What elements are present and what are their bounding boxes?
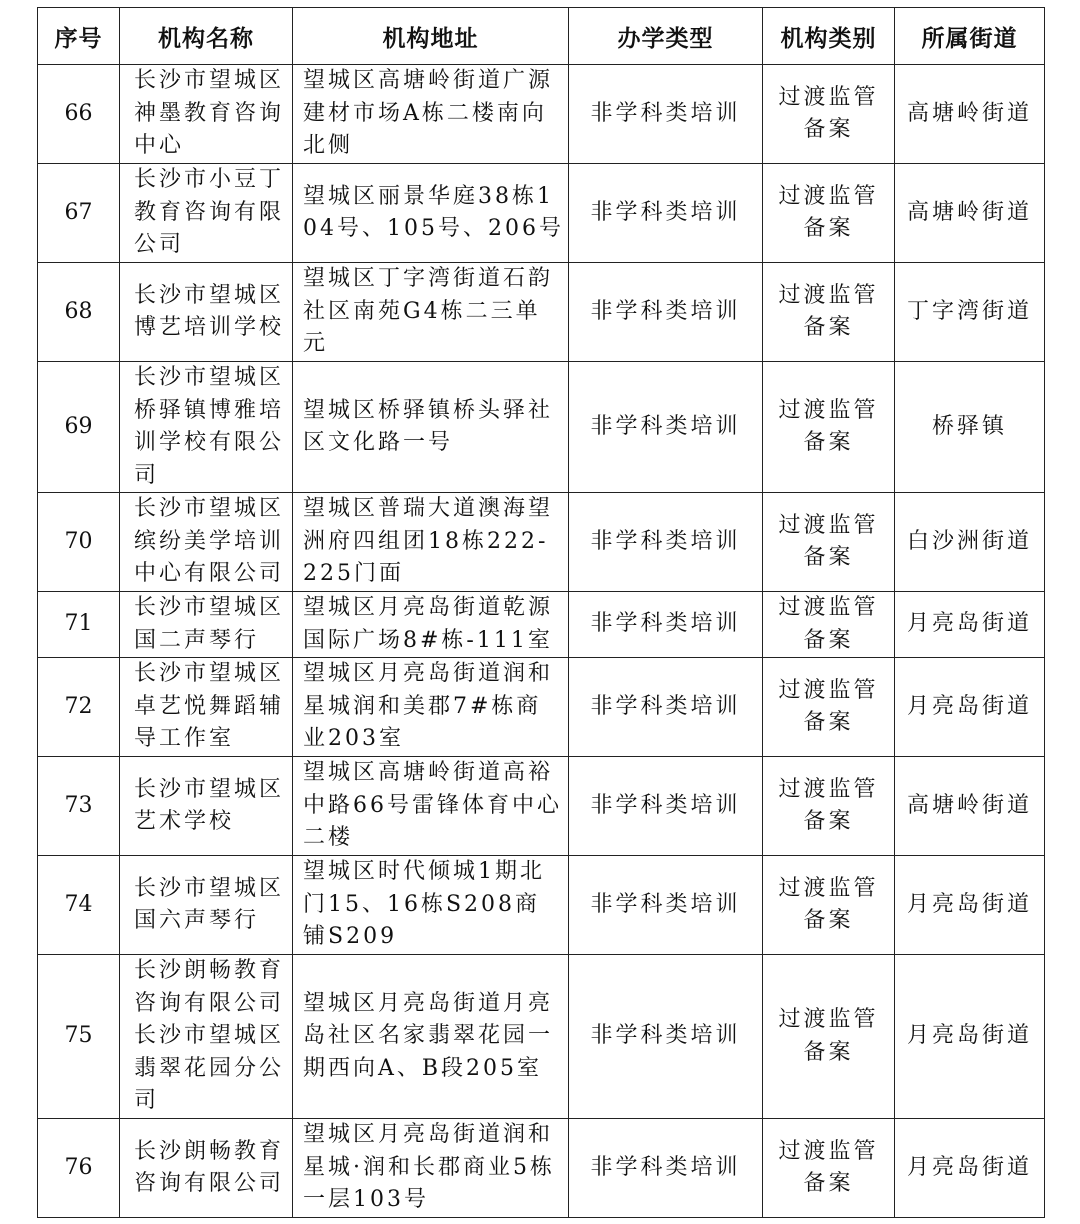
table-row [38,263,1045,362]
cell-category: 过渡监管备案 [763,263,895,362]
cell-street: 丁字湾街道 [895,263,1045,362]
cell-category: 过渡监管备案 [763,757,895,856]
cell-name: 长沙市望城区神墨教育咨询中心 [120,65,293,164]
cell-street: 高塘岭街道 [895,164,1045,263]
table-row [38,493,1045,592]
cell-type: 非学科类培训 [569,1119,763,1218]
cell-no: 76 [38,1119,120,1218]
cell-name: 长沙市望城区桥驿镇博雅培训学校有限公司 [120,362,293,493]
cell-address: 望城区普瑞大道澳海望洲府四组团18栋222-225门面 [293,493,569,592]
cell-no: 72 [38,658,120,757]
table-row [38,1119,1045,1218]
cell-street: 高塘岭街道 [895,65,1045,164]
cell-address: 望城区丁字湾街道石韵社区南苑G4栋二三单元 [293,263,569,362]
header-type: 办学类型 [569,8,763,65]
cell-type: 非学科类培训 [569,263,763,362]
cell-category: 过渡监管备案 [763,856,895,955]
cell-type: 非学科类培训 [569,658,763,757]
cell-address: 望城区时代倾城1期北门15、16栋S208商铺S209 [293,856,569,955]
cell-name: 长沙市望城区卓艺悦舞蹈辅导工作室 [120,658,293,757]
cell-type: 非学科类培训 [569,856,763,955]
cell-name: 长沙市望城区缤纷美学培训中心有限公司 [120,493,293,592]
cell-street: 高塘岭街道 [895,757,1045,856]
cell-name: 长沙市望城区国六声琴行 [120,856,293,955]
cell-category: 过渡监管备案 [763,65,895,164]
cell-address: 望城区桥驿镇桥头驿社区文化路一号 [293,362,569,493]
cell-category: 过渡监管备案 [763,658,895,757]
cell-type: 非学科类培训 [569,65,763,164]
cell-address: 望城区丽景华庭38栋104号、105号、206号 [293,164,569,263]
table-row [38,955,1045,1119]
cell-no: 74 [38,856,120,955]
institution-table [37,7,1045,1218]
cell-category: 过渡监管备案 [763,164,895,263]
cell-category: 过渡监管备案 [763,1119,895,1218]
cell-no: 73 [38,757,120,856]
header-no: 序号 [38,8,120,65]
cell-name: 长沙朗畅教育咨询有限公司 [120,1119,293,1218]
cell-address: 望城区高塘岭街道广源建材市场A栋二楼南向北侧 [293,65,569,164]
header-street: 所属街道 [895,8,1045,65]
cell-category: 过渡监管备案 [763,362,895,493]
cell-category: 过渡监管备案 [763,592,895,658]
cell-address: 望城区月亮岛街道月亮岛社区名家翡翠花园一期西向A、B段205室 [293,955,569,1119]
header-row [38,8,1045,65]
cell-no: 66 [38,65,120,164]
cell-name: 长沙市望城区国二声琴行 [120,592,293,658]
cell-no: 70 [38,493,120,592]
cell-category: 过渡监管备案 [763,493,895,592]
cell-name: 长沙市望城区艺术学校 [120,757,293,856]
table-header [38,8,1045,65]
table-row [38,362,1045,493]
cell-no: 68 [38,263,120,362]
cell-street: 桥驿镇 [895,362,1045,493]
cell-address: 望城区月亮岛街道润和星城·润和长郡商业5栋一层103号 [293,1119,569,1218]
cell-type: 非学科类培训 [569,362,763,493]
table-row [38,757,1045,856]
header-category: 机构类别 [763,8,895,65]
cell-name: 长沙市小豆丁教育咨询有限公司 [120,164,293,263]
cell-type: 非学科类培训 [569,164,763,263]
cell-type: 非学科类培训 [569,955,763,1119]
cell-street: 月亮岛街道 [895,955,1045,1119]
cell-address: 望城区月亮岛街道润和星城润和美郡7#栋商业203室 [293,658,569,757]
cell-street: 月亮岛街道 [895,592,1045,658]
table-row [38,164,1045,263]
cell-no: 67 [38,164,120,263]
cell-street: 月亮岛街道 [895,1119,1045,1218]
cell-address: 望城区高塘岭街道高裕中路66号雷锋体育中心二楼 [293,757,569,856]
cell-street: 月亮岛街道 [895,658,1045,757]
cell-type: 非学科类培训 [569,757,763,856]
cell-no: 71 [38,592,120,658]
header-name: 机构名称 [120,8,293,65]
table-row [38,592,1045,658]
cell-name: 长沙朗畅教育咨询有限公司长沙市望城区翡翠花园分公司 [120,955,293,1119]
cell-street: 白沙洲街道 [895,493,1045,592]
header-address: 机构地址 [293,8,569,65]
cell-category: 过渡监管备案 [763,955,895,1119]
cell-no: 69 [38,362,120,493]
table-body [38,65,1045,1218]
cell-type: 非学科类培训 [569,493,763,592]
cell-name: 长沙市望城区博艺培训学校 [120,263,293,362]
cell-street: 月亮岛街道 [895,856,1045,955]
table-row [38,658,1045,757]
table-row [38,65,1045,164]
cell-no: 75 [38,955,120,1119]
table-row [38,856,1045,955]
cell-type: 非学科类培训 [569,592,763,658]
cell-address: 望城区月亮岛街道乾源国际广场8#栋-111室 [293,592,569,658]
